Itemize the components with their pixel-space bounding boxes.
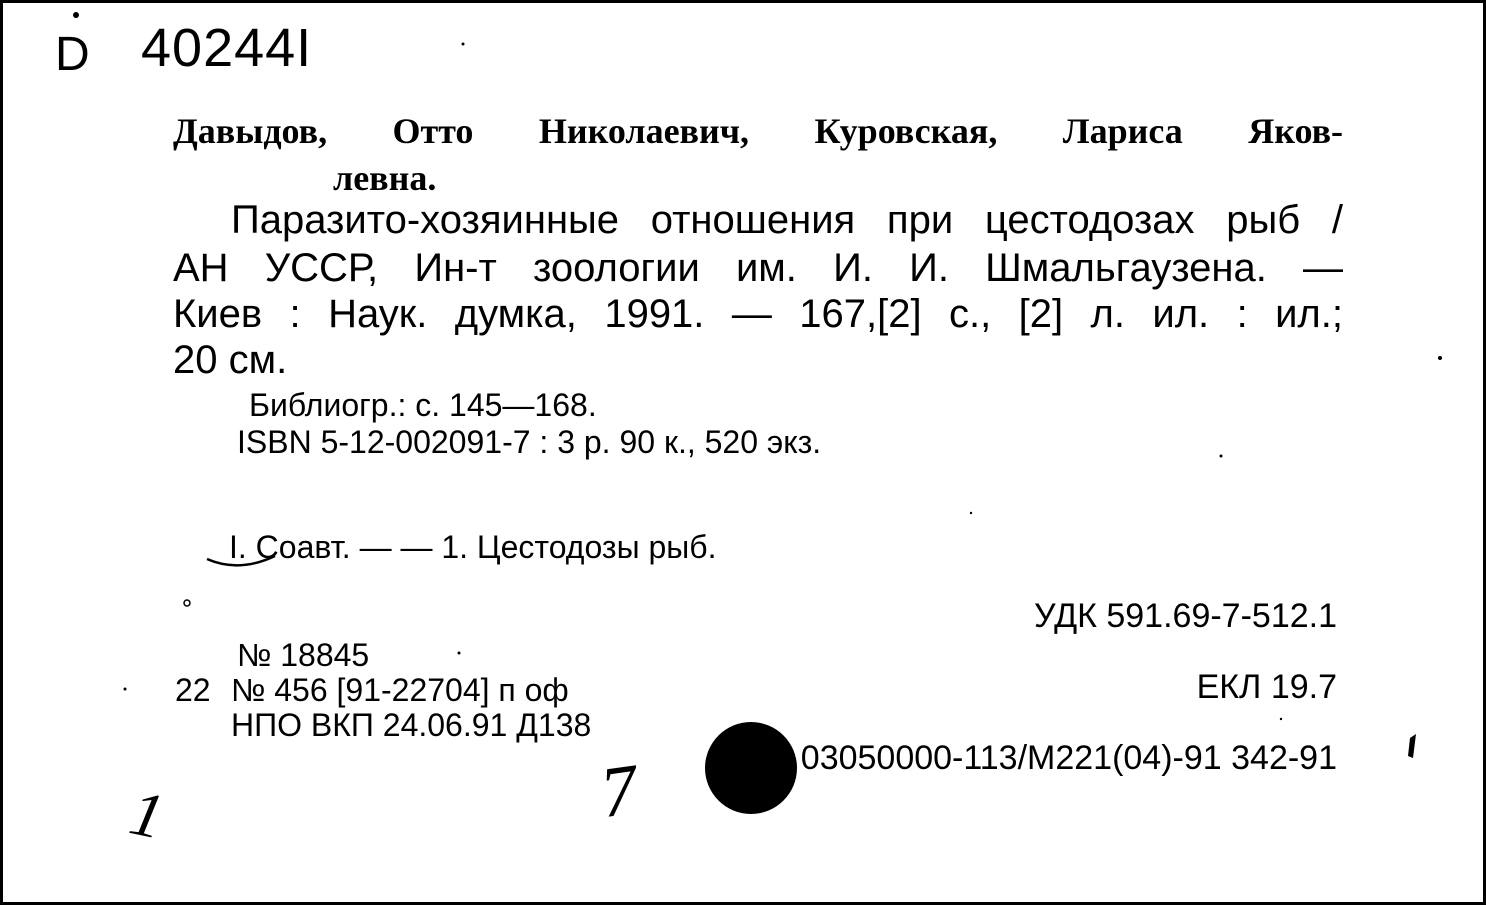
description-line-4: 20 см.: [173, 338, 288, 382]
description-line-3: Киев : Наук. думка, 1991. — 167,[2] с., [2] л. ил. : ил.;: [173, 292, 1343, 336]
ink-blot-mark: [1408, 734, 1416, 758]
order-prefix: 22: [175, 672, 211, 708]
tracings-line: I. Соавт. — — 1. Цестодозы рыб.: [229, 529, 717, 565]
card-id-letter: D: [55, 28, 90, 81]
speck-mark: [1280, 718, 1282, 720]
speck-mark: [970, 512, 972, 514]
speck-mark: [124, 688, 127, 691]
ekl-code: ЕКЛ 19.7: [1196, 668, 1337, 706]
speck-mark: [1220, 455, 1223, 458]
description-line-2: АН УССР, Ин-т зоологии им. И. И. Шмальгаузена. —: [173, 246, 1343, 290]
speck-mark: [73, 12, 79, 18]
handwritten-mark-mid: 7: [595, 748, 643, 834]
udk-code: УДК 591.69-7-512.1: [1034, 597, 1337, 635]
catalog-code: 03050000-113/М221(04)-91 342-91: [800, 739, 1337, 777]
description-line-1: Паразито-хозяинные отношения при цестодозах рыб /: [231, 198, 1343, 242]
speck-mark: [1438, 356, 1442, 360]
card-id-number: 40244I: [141, 18, 313, 78]
record-number: № 18845: [237, 637, 370, 673]
author-heading-line-2: левна.: [333, 158, 437, 198]
order-info: № 456 [91-22704] п оф: [231, 672, 569, 708]
printer-info: НПО ВКП 24.06.91 Д138: [231, 707, 592, 743]
speck-mark: [462, 43, 465, 46]
punch-hole: [705, 722, 797, 814]
handwritten-mark-left: 1: [124, 776, 171, 853]
speck-mark: [458, 652, 461, 655]
isbn-line: ISBN 5-12-002091-7 : 3 р. 90 к., 520 экз.: [237, 424, 822, 460]
author-heading-line-1: Давыдов, Отто Николаевич, Куровская, Лариса Яков-: [173, 111, 1343, 151]
bibliography-note: Библиогр.: с. 145—168.: [249, 387, 597, 423]
speck-mark: [184, 600, 190, 606]
